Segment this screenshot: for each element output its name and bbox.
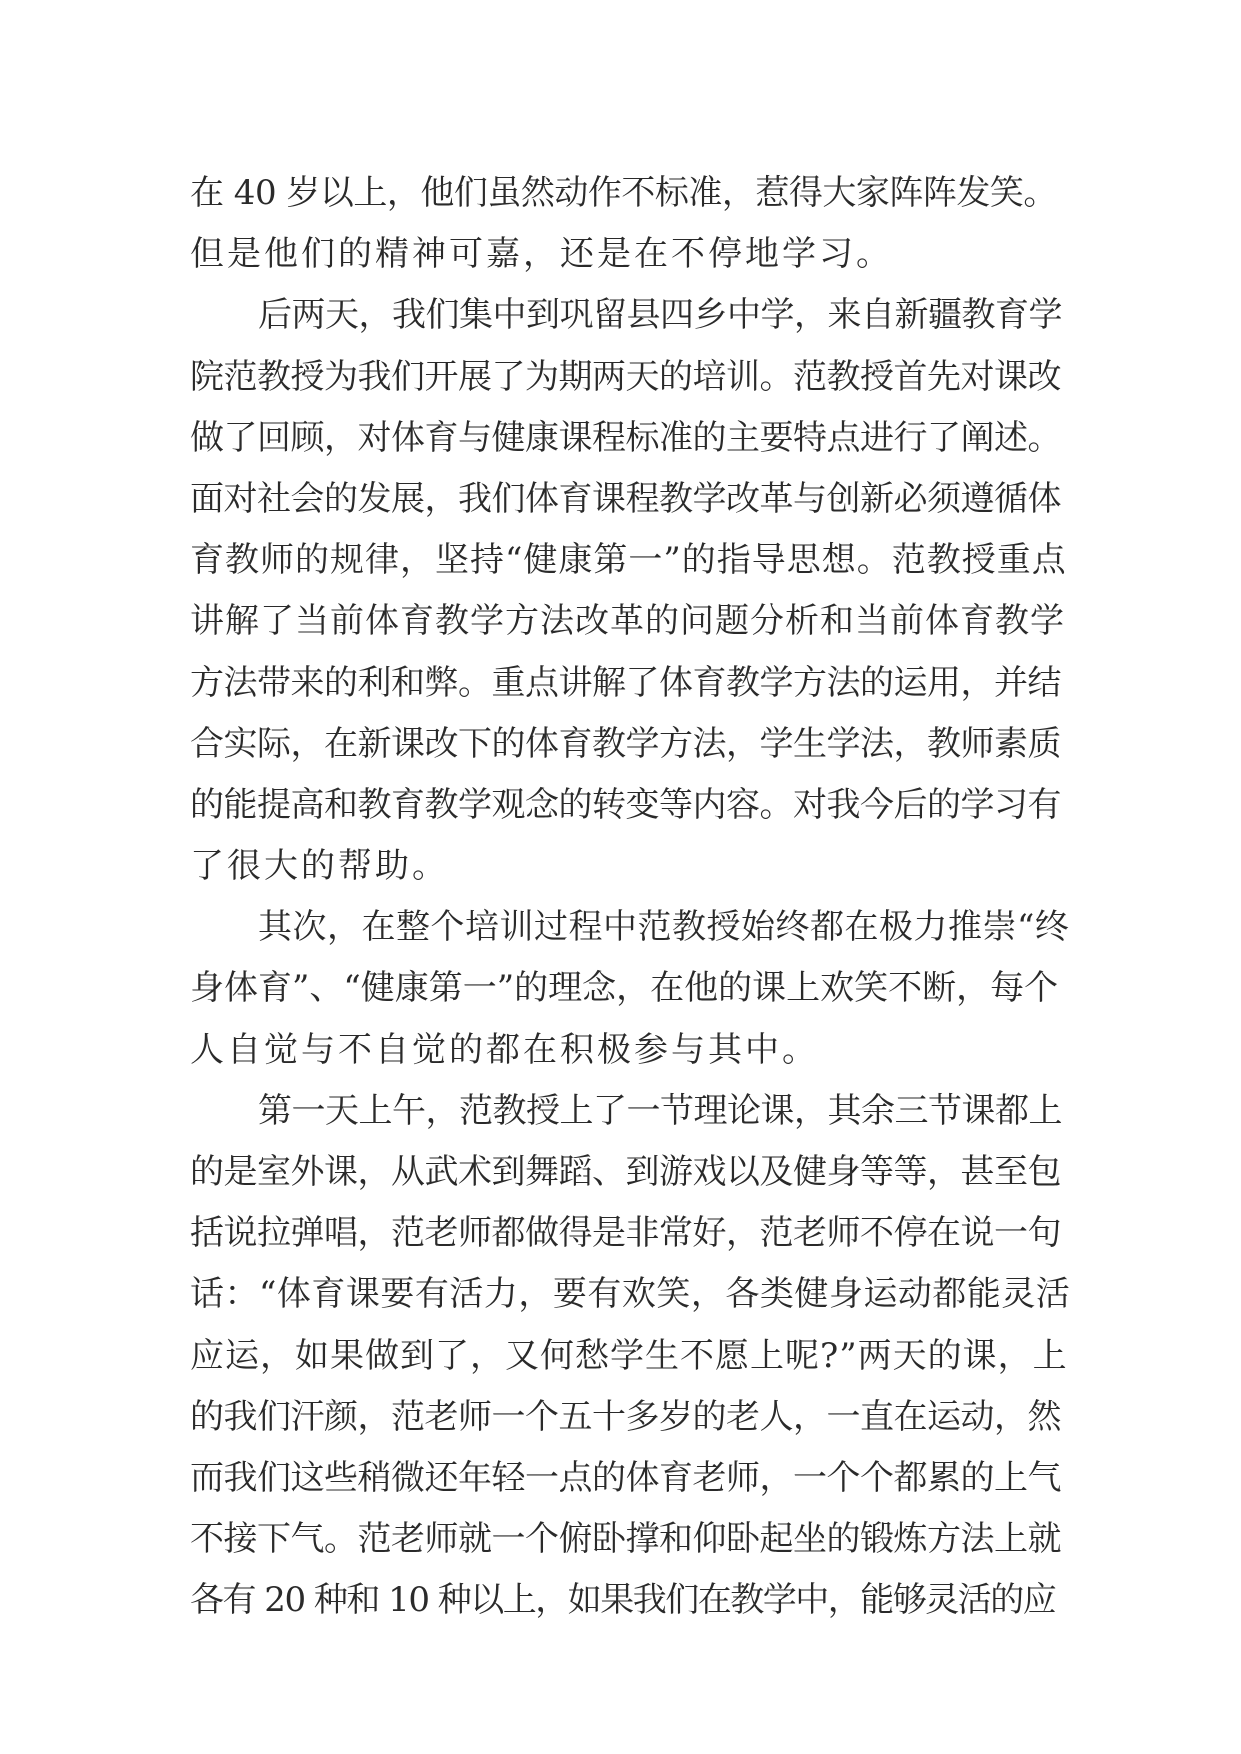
body-text <box>190 163 1070 1632</box>
text-line: 的能提高和教育教学观念的转变等内容。对我今后的学习有 <box>190 784 1061 825</box>
text-line: 了很大的帮助。 <box>190 846 449 887</box>
text-line: 的是室外课，从武术到舞蹈、到游戏以及健身等等，甚至包 <box>190 1152 1061 1192</box>
text-line: 方法带来的利和弊。重点讲解了体育教学方法的运用，并结 <box>190 662 1061 703</box>
text-line: 育教师的规律，坚持“健康第一”的指导思想。范教授重点 <box>190 540 1067 581</box>
text-line: 而我们这些稍微还年轻一点的体育老师，一个个都累的上气 <box>190 1457 1061 1498</box>
text-line: 在 40 岁以上，他们虽然动作不标准，惹得大家阵阵发笑。 <box>190 173 1057 213</box>
text-line: 各有 20 种和 10 种以上，如果我们在教学中，能够灵活的应 <box>190 1580 1056 1621</box>
text-line: 院范教授为我们开展了为期两天的培训。范教授首先对课改 <box>190 356 1061 397</box>
text-line: 其次，在整个培训过程中范教授始终都在极力推崇“终 <box>258 907 1070 948</box>
text-line: 身体育”、“健康第一”的理念，在他的课上欢笑不断，每个 <box>190 968 1059 1009</box>
text-line: 合实际，在新课改下的体育教学方法，学生学法，教师素质 <box>190 723 1061 764</box>
text-line: 人自觉与不自觉的都在积极参与其中。 <box>190 1029 819 1070</box>
text-line: 应运，如果做到了，又何愁学生不愿上呢?”两天的课，上 <box>190 1335 1068 1376</box>
text-line: 话：“体育课要有活力，要有欢笑，各类健身运动都能灵活 <box>190 1274 1071 1315</box>
text-line: 但是他们的精神可嘉，还是在不停地学习。 <box>190 234 893 275</box>
text-line: 做了回顾，对体育与健康课程标准的主要特点进行了阐述。 <box>190 417 1061 458</box>
text-line: 不接下气。范老师就一个俯卧撑和仰卧起坐的锻炼方法上就 <box>190 1519 1061 1560</box>
text-line: 第一天上午，范教授上了一节理论课，其余三节课都上 <box>258 1090 1062 1131</box>
text-line: 讲解了当前体育教学方法改革的问题分析和当前体育教学 <box>190 601 1065 642</box>
text-line: 括说拉弹唱，范老师都做得是非常好，范老师不停在说一句 <box>190 1213 1061 1254</box>
text-line: 面对社会的发展，我们体育课程教学改革与创新必须遵循体 <box>190 478 1061 519</box>
text-line: 后两天，我们集中到巩留县四乡中学，来自新疆教育学 <box>258 295 1062 336</box>
text-line: 的我们汗颜，范老师一个五十多岁的老人，一直在运动，然 <box>190 1396 1061 1437</box>
